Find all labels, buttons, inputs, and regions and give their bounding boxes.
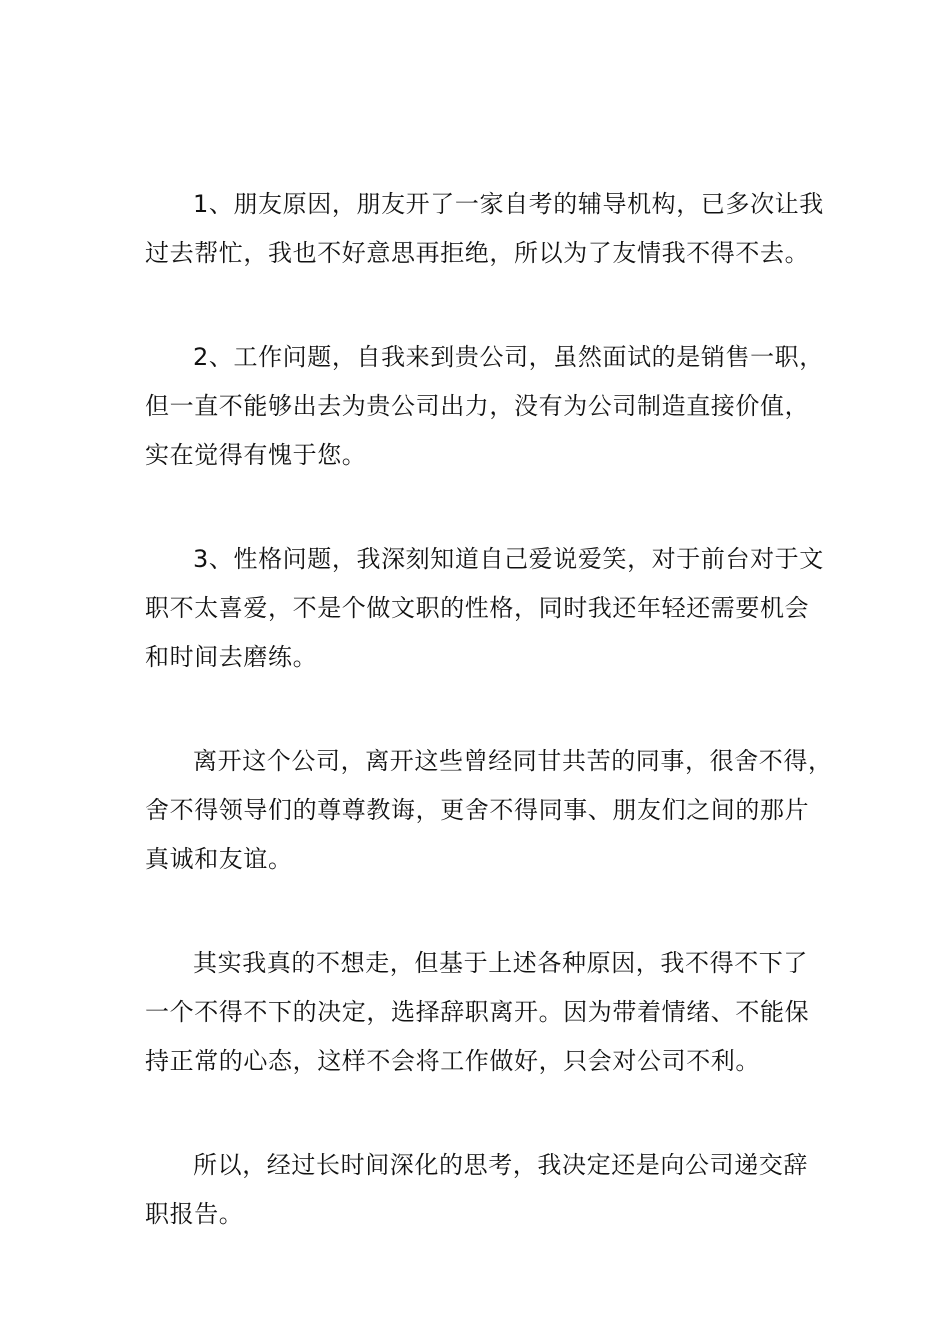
paragraph-reason-personality (145, 535, 824, 682)
text-line: 实在觉得有愧于您。 (145, 441, 367, 469)
text-line: 职不太喜爱，不是个做文职的性格，同时我还年轻还需要机会 (145, 594, 810, 622)
text-line: 持正常的心态，这样不会将工作做好，只会对公司不利。 (145, 1047, 760, 1075)
paragraph-reason-work (145, 333, 824, 480)
paragraph-decision (145, 939, 815, 1086)
text-line: 1、朋友原因，朋友开了一家自考的辅导机构，已多次让我 (193, 190, 824, 218)
text-line: 离开这个公司，离开这些曾经同甘共苦的同事，很舍不得， (193, 747, 833, 775)
paragraph-farewell (145, 737, 833, 884)
text-line: 真诚和友谊。 (145, 845, 293, 873)
text-line: 其实我真的不想走，但基于上述各种原因，我不得不下了 (193, 949, 808, 977)
text-line: 和时间去磨练。 (145, 643, 318, 671)
paragraph-conclusion (145, 1141, 815, 1239)
document-body (145, 180, 833, 1294)
paragraph-reason-friend (145, 180, 824, 278)
text-line: 职报告。 (145, 1200, 244, 1228)
text-line: 3、性格问题，我深刻知道自己爱说爱笑，对于前台对于文 (193, 545, 824, 573)
text-line: 过去帮忙，我也不好意思再拒绝，所以为了友情我不得不去。 (145, 239, 810, 267)
text-line: 舍不得领导们的尊尊教诲，更舍不得同事、朋友们之间的那片 (145, 796, 810, 824)
text-line: 但一直不能够出去为贵公司出力，没有为公司制造直接价值， (145, 392, 810, 420)
text-line: 一个不得不下的决定，选择辞职离开。因为带着情绪、不能保 (145, 998, 810, 1026)
text-line: 所以，经过长时间深化的思考，我决定还是向公司递交辞 (193, 1151, 808, 1179)
text-line: 2、工作问题，自我来到贵公司，虽然面试的是销售一职， (193, 343, 824, 371)
